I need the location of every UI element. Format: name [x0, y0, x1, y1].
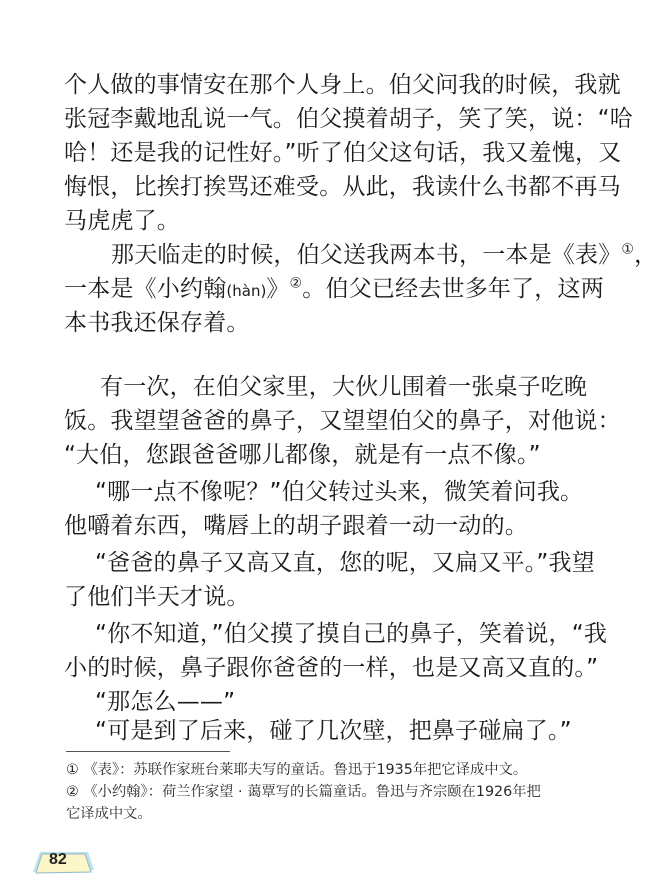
- text-span: ，: [634, 242, 657, 268]
- body-line: 他嚼着东西，嘴唇上的胡子跟着一动一动的。: [64, 513, 528, 539]
- footnote-ref-2[interactable]: ②: [289, 275, 303, 292]
- body-line: 小的时候，鼻子跟你爸爸的一样，也是又高又直的。”: [64, 655, 599, 681]
- body-line: 马虎虎了。: [64, 208, 180, 234]
- paragraph-line: [64, 274, 604, 306]
- body-line: 本书我还保存着。: [64, 310, 250, 336]
- body-line: 了他们半天才说。: [64, 584, 250, 610]
- body-line: 哈！还是我的记性好。”听了伯父这句话，我又羞愧，又: [64, 140, 622, 166]
- body-line: 有一次，在伯父家里，大伙儿围着一张桌子吃晚: [100, 374, 588, 400]
- body-line: “爸爸的鼻子又高又直，您的呢，又扁又平。”我望: [95, 550, 595, 576]
- text-span: 》: [266, 276, 290, 302]
- paragraph-line: [111, 240, 657, 270]
- body-line: “哪一点不像呢？”伯父转过头来，微笑着问我。: [95, 479, 584, 505]
- page-number: 82: [49, 851, 67, 868]
- body-line: 张冠李戴地乱说一气。伯父摸着胡子，笑了笑，说：“哈: [64, 106, 633, 132]
- pinyin-annotation: (hàn): [226, 282, 267, 300]
- footnote-divider: [66, 751, 230, 752]
- body-line: “你不知道，”伯父摸了摸自己的鼻子，笑着说，“我: [95, 621, 608, 647]
- footnote-2-continued: 它译成中文。: [66, 806, 152, 822]
- text-span: 那天临走的时候，伯父送我两本书，一本是《表》: [111, 242, 622, 268]
- body-line: 个人做的事情安在那个人身上。伯父问我的时候，我就: [64, 72, 621, 98]
- footnote-2: ② 《小约翰》：荷兰作家望 · 蔼覃写的长篇童话。鲁迅与齐宗颐在1926年把: [66, 784, 541, 800]
- footnote-1: ① 《表》：苏联作家班台莱耶夫写的童话。鲁迅于1935年把它译成中文。: [66, 762, 528, 778]
- text-span: 。伯父已经去世多年了，这两: [302, 276, 604, 302]
- body-line: “大伯，您跟爸爸哪儿都像，就是有一点不像。”: [64, 442, 541, 468]
- body-line: 饭。我望望爸爸的鼻子，又望望伯父的鼻子，对他说：: [64, 408, 621, 434]
- body-line: “那怎么——”: [95, 689, 236, 715]
- body-line: 悔恨，比挨打挨骂还难受。从此，我读什么书都不再马: [64, 174, 621, 200]
- text-span: 一本是《小约翰: [64, 276, 227, 302]
- footnote-ref-1[interactable]: ①: [621, 241, 635, 258]
- body-line: “可是到了后来，碰了几次壁，把鼻子碰扁了。”: [95, 718, 572, 744]
